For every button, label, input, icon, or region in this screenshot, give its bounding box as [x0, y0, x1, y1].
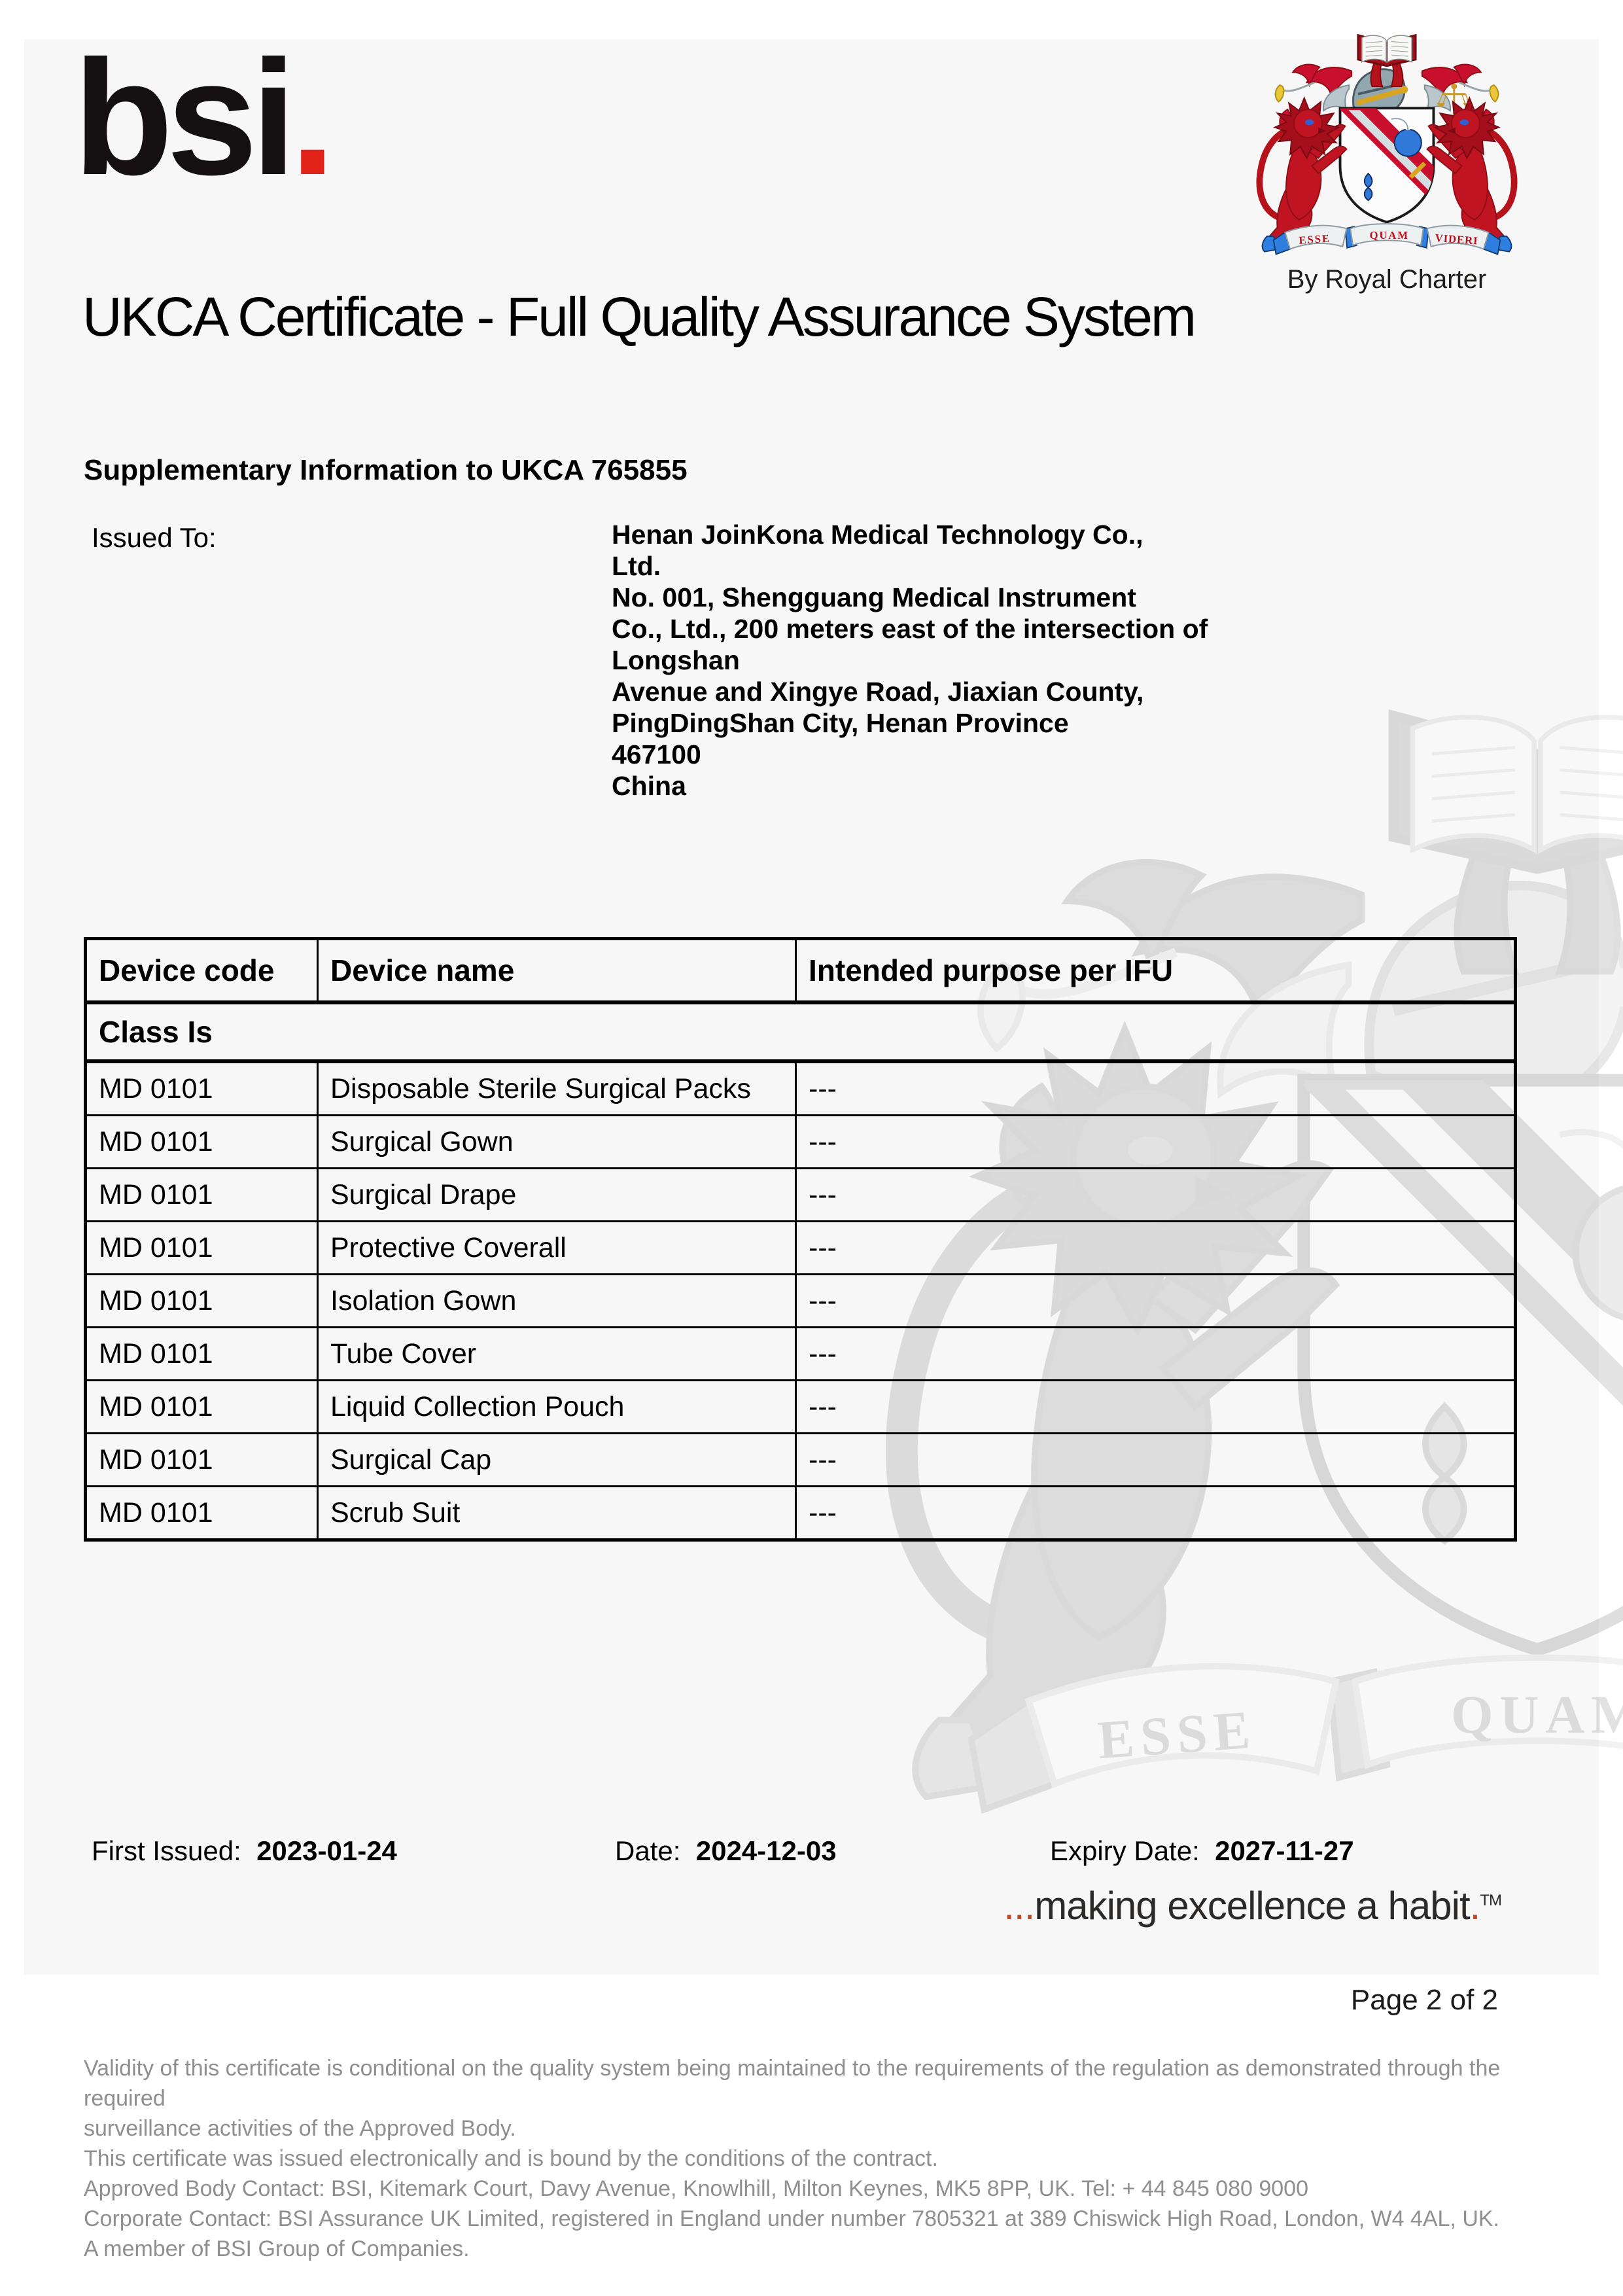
purpose-cell: --- [796, 1169, 1516, 1222]
intended-purpose-header: Intended purpose per IFU [796, 939, 1516, 1003]
issued-to-label: Issued To: [92, 522, 217, 553]
text-line: This certificate was issued electronically and is bound by the conditions of the contract. [84, 2146, 938, 2171]
table-row [86, 1487, 1516, 1540]
expiry-date-label: Expiry Date: [1050, 1835, 1200, 1866]
device-code-cell: MD 0101 [86, 1222, 318, 1275]
table-row [86, 1116, 1516, 1169]
device-code-cell: MD 0101 [86, 1116, 318, 1169]
device-code-cell: MD 0101 [86, 1061, 318, 1116]
text-line: Longshan [612, 645, 740, 675]
text-line: Corporate Contact: BSI Assurance UK Limited, registered in England under number 7805321 at 389 Chiswick High Road, London, W4 4AL, UK. [84, 2206, 1499, 2231]
class-label: Class Is [86, 1002, 1516, 1061]
text-line: Avenue and Xingye Road, Jiaxian County, [612, 677, 1144, 707]
text-line: China [612, 771, 686, 801]
device-name-cell: Surgical Drape [318, 1169, 796, 1222]
purpose-cell: --- [796, 1222, 1516, 1275]
purpose-cell: --- [796, 1487, 1516, 1540]
purpose-cell: --- [796, 1434, 1516, 1487]
bsi-logo-text: bsi [73, 26, 290, 209]
purpose-cell: --- [796, 1061, 1516, 1116]
device-name-cell: Tube Cover [318, 1328, 796, 1381]
bsi-tagline [1003, 1883, 1501, 1928]
text-line: surveillance activities of the Approved Body. [84, 2116, 516, 2141]
bsi-logo [73, 26, 336, 209]
device-code-cell: MD 0101 [86, 1169, 318, 1222]
text-line: A member of BSI Group of Companies. [84, 2236, 470, 2261]
issued-to-address [612, 519, 1305, 802]
purpose-cell: --- [796, 1328, 1516, 1381]
device-code-cell: MD 0101 [86, 1275, 318, 1328]
text-line: 467100 [612, 739, 701, 769]
table-row [86, 1169, 1516, 1222]
tagline-period: . [1469, 1884, 1480, 1928]
first-issued-label: First Issued: [92, 1835, 241, 1866]
issue-date [615, 1835, 837, 1867]
device-name-cell: Surgical Gown [318, 1116, 796, 1169]
device-table [84, 937, 1517, 1542]
text-line: Henan JoinKona Medical Technology Co., [612, 520, 1143, 550]
device-code-cell: MD 0101 [86, 1434, 318, 1487]
device-name-cell: Liquid Collection Pouch [318, 1381, 796, 1434]
trademark-symbol: TM [1480, 1892, 1501, 1909]
table-row [86, 1381, 1516, 1434]
device-code-header: Device code [86, 939, 318, 1003]
tagline-prefix-dots: ... [1003, 1884, 1035, 1928]
expiry-date [1050, 1835, 1354, 1867]
first-issued-value: 2023-01-24 [256, 1835, 397, 1866]
text-line: PingDingShan City, Henan Province [612, 708, 1069, 738]
tagline-text: making excellence a habit [1034, 1884, 1470, 1928]
date-label: Date: [615, 1835, 681, 1866]
validity-statement [84, 2053, 1562, 2174]
contact-statement [84, 2174, 1562, 2264]
device-code-cell: MD 0101 [86, 1328, 318, 1381]
device-name-cell: Protective Coverall [318, 1222, 796, 1275]
class-row [86, 1002, 1516, 1061]
purpose-cell: --- [796, 1116, 1516, 1169]
device-code-cell: MD 0101 [86, 1381, 318, 1434]
text-line: Co., Ltd., 200 meters east of the intersection of [612, 614, 1208, 644]
device-name-header: Device name [318, 939, 796, 1003]
table-row [86, 1275, 1516, 1328]
purpose-cell: --- [796, 1381, 1516, 1434]
by-royal-charter-label: By Royal Charter [1287, 265, 1487, 294]
date-value: 2024-12-03 [695, 1835, 837, 1866]
table-row [86, 1222, 1516, 1275]
text-line: Validity of this certificate is conditional on the quality system being maintained to the requirements of the regulation as demonstrated through the required [84, 2056, 1501, 2111]
table-row [86, 1434, 1516, 1487]
purpose-cell: --- [796, 1275, 1516, 1328]
device-name-cell: Scrub Suit [318, 1487, 796, 1540]
text-line: Ltd. [612, 551, 661, 581]
text-line: No. 001, Shengguang Medical Instrument [612, 582, 1136, 612]
supplementary-heading: Supplementary Information to UKCA 765855 [84, 454, 688, 486]
page-number: Page 2 of 2 [1350, 1984, 1498, 2016]
device-name-cell: Disposable Sterile Surgical Packs [318, 1061, 796, 1116]
device-name-cell: Isolation Gown [318, 1275, 796, 1328]
table-row [86, 1328, 1516, 1381]
first-issued [92, 1835, 397, 1867]
royal-crest [1236, 26, 1537, 270]
device-name-cell: Surgical Cap [318, 1434, 796, 1487]
expiry-date-value: 2027-11-27 [1215, 1835, 1354, 1866]
table-header-row [86, 939, 1516, 1003]
device-code-cell: MD 0101 [86, 1487, 318, 1540]
bsi-logo-dot: . [290, 26, 336, 209]
certificate-title: UKCA Certificate - Full Quality Assurance System [82, 286, 1195, 347]
text-line: Approved Body Contact: BSI, Kitemark Court, Davy Avenue, Knowlhill, Milton Keynes, MK5 8PP, UK. Tel: + 44 845 080 9000 [84, 2176, 1308, 2201]
table-row [86, 1061, 1516, 1116]
